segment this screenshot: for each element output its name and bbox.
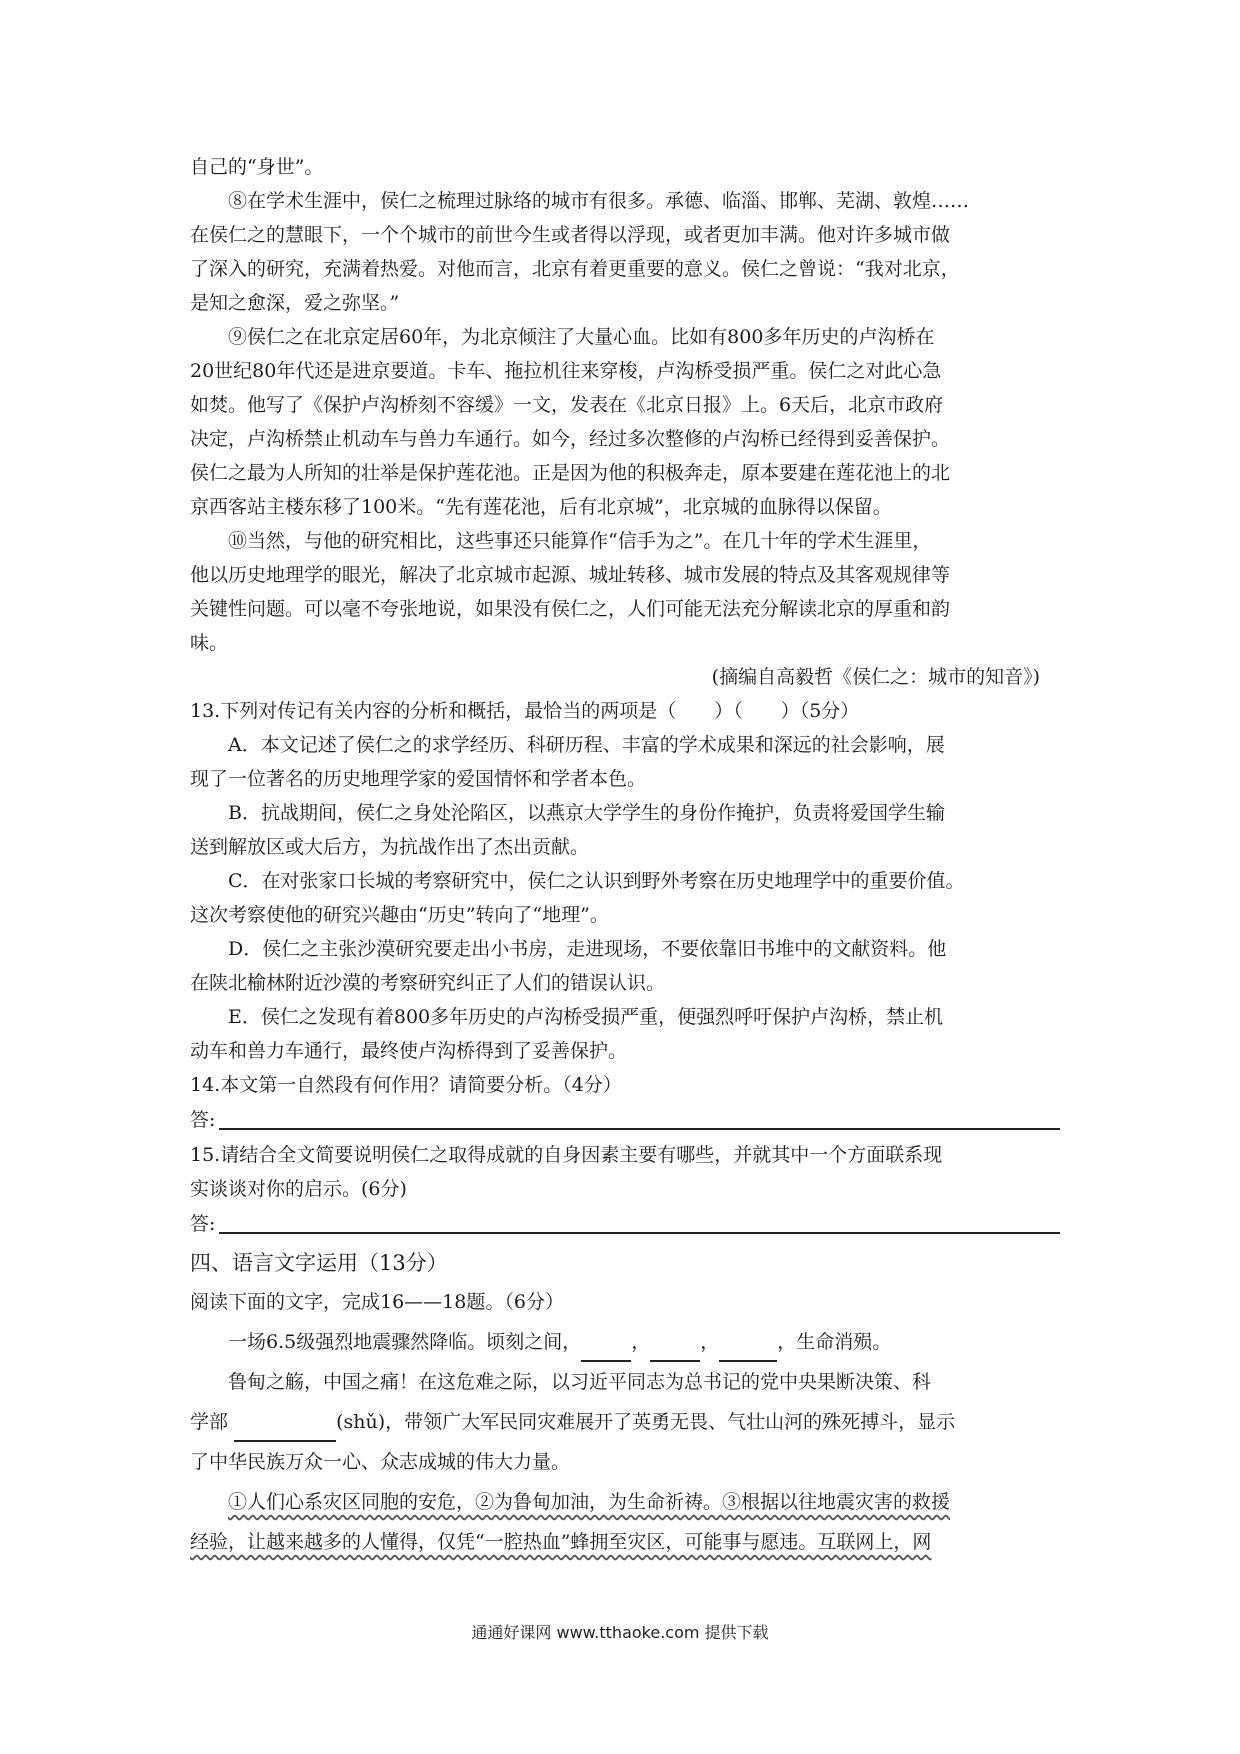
text-line: 20世纪80年代还是进京要道。卡车、拖拉机往来穿梭，卢沟桥受损严重。侯仁之对此心急	[190, 360, 942, 382]
question-14	[190, 1068, 1060, 1138]
answer-label: 答:	[190, 1213, 216, 1235]
text-line: 了深入的研究，充满着热爱。对他而言，北京有着更重要的意义。侯仁之曾说：“我对北京，	[190, 258, 960, 280]
text-line: 决定，卢沟桥禁止机动车与兽力车通行。如今，经过多次整修的卢沟桥已经得到妥善保护。	[190, 428, 951, 450]
option-line: 送到解放区或大后方，为抗战作出了杰出贡献。	[190, 836, 590, 858]
text-line: 如焚。他写了《保护卢沟桥刻不容缓》一文，发表在《北京日报》上。6天后，北京市政府	[190, 394, 944, 416]
answer-field[interactable]	[190, 1102, 1060, 1138]
text-segment: 一场6.5级强烈地震骤然降临。顷刻之间，	[228, 1331, 582, 1353]
separator: ，	[700, 1331, 720, 1353]
option-a	[190, 728, 1060, 796]
option-d	[190, 932, 1060, 1000]
wavy-underlined-text: ①人们心系灾区同胞的安危，②为鲁甸加油，为生命祈祷。③根据以往地震灾害的救援	[228, 1491, 951, 1513]
section-heading: 四、语言文字运用（13分）	[190, 1251, 448, 1275]
option-line: B．抗战期间，侯仁之身处沦陷区，以燕京大学学生的身份作掩护，负责将爱国学生输	[228, 802, 945, 824]
page-footer: 通通好课网 www.tthaoke.com 提供下载	[471, 1623, 769, 1642]
page-content	[190, 150, 1060, 1562]
question-13	[190, 694, 1060, 1068]
option-line: 现了一位著名的历史地理学家的爱国情怀和学者本色。	[190, 768, 647, 790]
source-citation: (摘编自高毅哲《侯仁之：城市的知音》)	[711, 666, 1040, 688]
question-stem: 实谈谈对你的启示。(6分)	[190, 1178, 407, 1200]
text-line: 鲁甸之觞，中国之痛！在这危难之际，以习近平同志为总书记的党中央果断决策、科	[228, 1371, 932, 1393]
separator: ，	[631, 1331, 651, 1353]
section-intro: 阅读下面的文字，完成16——18题。（6分）	[190, 1291, 564, 1313]
text-line: ⑨侯仁之在北京定居60年，为北京倾注了大量心血。比如有800多年历史的卢沟桥在	[228, 326, 935, 348]
question-stem: 13.下列对传记有关内容的分析和概括，最恰当的两项是（ ）（ ）（5分）	[190, 700, 860, 722]
paragraph-9	[190, 320, 1060, 524]
text-line: ⑩当然，与他的研究相比，这些事还只能算作“信手为之”。在几十年的学术生涯里，	[228, 530, 932, 552]
option-line: D．侯仁之主张沙漠研究要走出小书房，走进现场，不要依靠旧书堆中的文献资料。他	[228, 938, 947, 960]
option-e	[190, 1000, 1060, 1068]
question-15	[190, 1138, 1060, 1242]
text-line: 他以历史地理学的眼光，解决了北京城市起源、城址转移、城市发展的特点及其客观规律等	[190, 564, 951, 586]
fill-blank-1[interactable]	[581, 1336, 631, 1362]
wavy-underlined-text: 经验，让越来越多的人懂得，仅凭“一腔热血”蜂拥至灾区，可能事与愿违。互联网上，网	[190, 1531, 932, 1553]
option-line: E．侯仁之发现有着800多年历史的卢沟桥受损严重，便强烈呼吁保护卢沟桥，禁止机	[228, 1006, 944, 1028]
option-line: A．本文记述了侯仁之的求学经历、科研历程、丰富的学术成果和深远的社会影响，展	[228, 734, 945, 756]
text-segment: (shǔ)，带领广大军民同灾难展开了英勇无畏、气壮山河的殊死搏斗，显示	[336, 1411, 956, 1433]
option-line: 动车和兽力车通行，最终使卢沟桥得到了妥善保护。	[190, 1040, 628, 1062]
paragraph-8	[190, 184, 1060, 320]
option-c	[190, 864, 1060, 932]
option-line: 这次考察使他的研究兴趣由“历史”转向了“地理”。	[190, 904, 609, 926]
text-line: 在侯仁之的慧眼下，一个个城市的前世今生或者得以浮现，或者更加丰满。他对许多城市做	[190, 224, 951, 246]
text-line: ⑧在学术生涯中，侯仁之梳理过脉络的城市有很多。承德、临淄、邯郸、芜湖、敦煌……	[228, 190, 970, 212]
answer-label: 答:	[190, 1109, 216, 1131]
fill-blank-shu[interactable]	[234, 1416, 336, 1442]
option-line: 在陕北榆林附近沙漠的考察研究纠正了人们的错误认识。	[190, 972, 666, 994]
underlined-line	[190, 1482, 1060, 1522]
text-line: 了中华民族万众一心、众志成城的伟大力量。	[190, 1451, 571, 1473]
text-line: 侯仁之最为人所知的壮举是保护莲花池。正是因为他的积极奔走，原本要建在莲花池上的北	[190, 462, 951, 484]
answer-rule	[219, 1128, 1060, 1130]
question-stem: 14.本文第一自然段有何作用？请简要分析。（4分）	[190, 1074, 622, 1096]
text-segment: 学部	[190, 1411, 229, 1433]
fill-blank-3[interactable]	[719, 1336, 777, 1362]
underlined-line	[190, 1522, 1060, 1562]
option-b	[190, 796, 1060, 864]
text-line: 京西客站主楼东移了100米。“先有莲花池，后有北京城”，北京城的血脉得以保留。	[190, 496, 892, 518]
answer-field[interactable]	[190, 1206, 1060, 1242]
text-line: 味。	[190, 632, 229, 654]
text-segment: ，生命消殒。	[777, 1331, 892, 1353]
option-line: C．在对张家口长城的考察研究中，侯仁之认识到野外考察在历史地理学中的重要价值。	[228, 870, 965, 892]
text-line: 关键性问题。可以毫不夸张地说，如果没有侯仁之，人们可能无法充分解读北京的厚重和韵	[190, 598, 951, 620]
fill-blank-line	[190, 1322, 1060, 1362]
paragraph-10	[190, 524, 1060, 660]
question-stem: 15.请结合全文简要说明侯仁之取得成就的自身因素主要有哪些，并就其中一个方面联系现	[190, 1144, 943, 1166]
fill-blank-2[interactable]	[650, 1336, 700, 1362]
fill-blank-line	[190, 1402, 1060, 1442]
paragraph-end: 自己的“身世”。	[190, 156, 324, 178]
text-line: 是知之愈深，爱之弥坚。”	[190, 292, 400, 314]
answer-rule	[219, 1232, 1060, 1234]
